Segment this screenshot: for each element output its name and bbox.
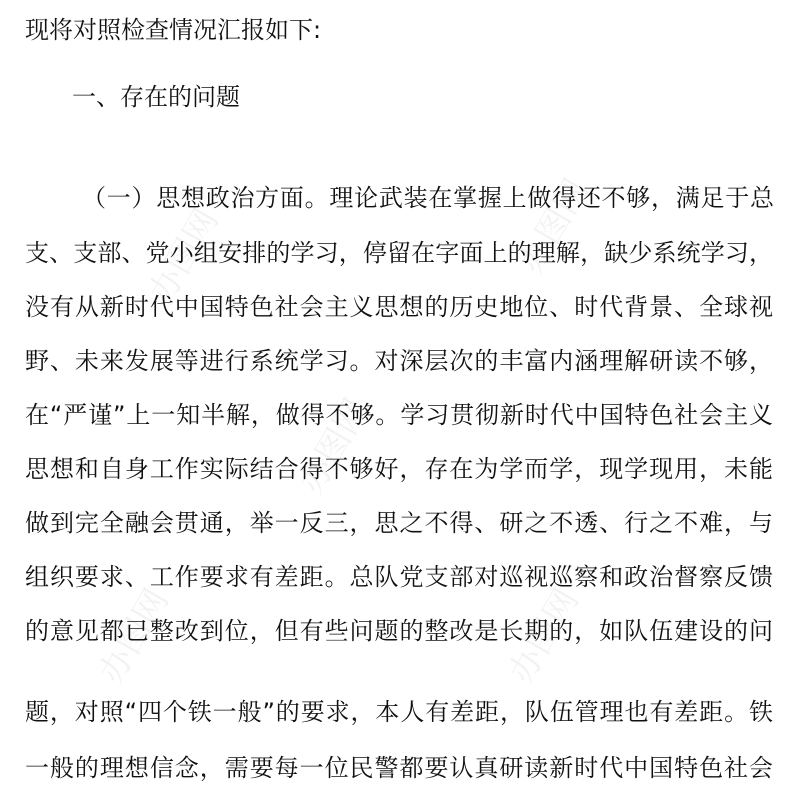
paragraph-line: 题，对照“四个铁一般”的要求，本人有差距，队伍管理也有差距。铁 [25,698,773,726]
watermark: 办图网 [501,582,587,691]
watermark: 办图网 [141,202,227,311]
watermark: 办图网 [291,392,377,501]
paragraph-line: （一）思想政治方面。理论武装在掌握上做得还不够，满足于总 [82,184,774,212]
paragraph-line: 在“严谨”上一知半解，做得不够。学习贯彻新时代中国特色社会主义 [25,401,773,429]
paragraph-line: 思想和自身工作实际结合得不够好，存在为学而学，现学现用，未能 [25,455,773,483]
section-heading: 一、存在的问题 [72,83,240,111]
paragraph-line: 支、支部、党小组安排的学习，停留在字面上的理解，缺少系统学习， [25,239,773,267]
watermark: 办图网 [91,582,177,691]
paragraph-line: 做到完全融会贯通，举一反三，思之不得、研之不透、行之不难，与 [25,509,773,537]
paragraph-line: 一般的理想信念，需要每一位民警都要认真研读新时代中国特色社会 [25,754,773,782]
intro-line: 现将对照检查情况汇报如下: [25,16,322,44]
paragraph-line: 没有从新时代中国特色社会主义思想的历史地位、时代背景、全球视 [25,293,773,321]
paragraph-line: 野、未来发展等进行系统学习。对深层次的丰富内涵理解研读不够， [25,347,773,375]
watermark: 办图网 [511,172,597,281]
paragraph-line: 组织要求、工作要求有差距。总队党支部对巡视巡察和政治督察反馈 [25,563,773,591]
paragraph-line: 的意见都已整改到位，但有些问题的整改是长期的，如队伍建设的问 [25,617,773,645]
